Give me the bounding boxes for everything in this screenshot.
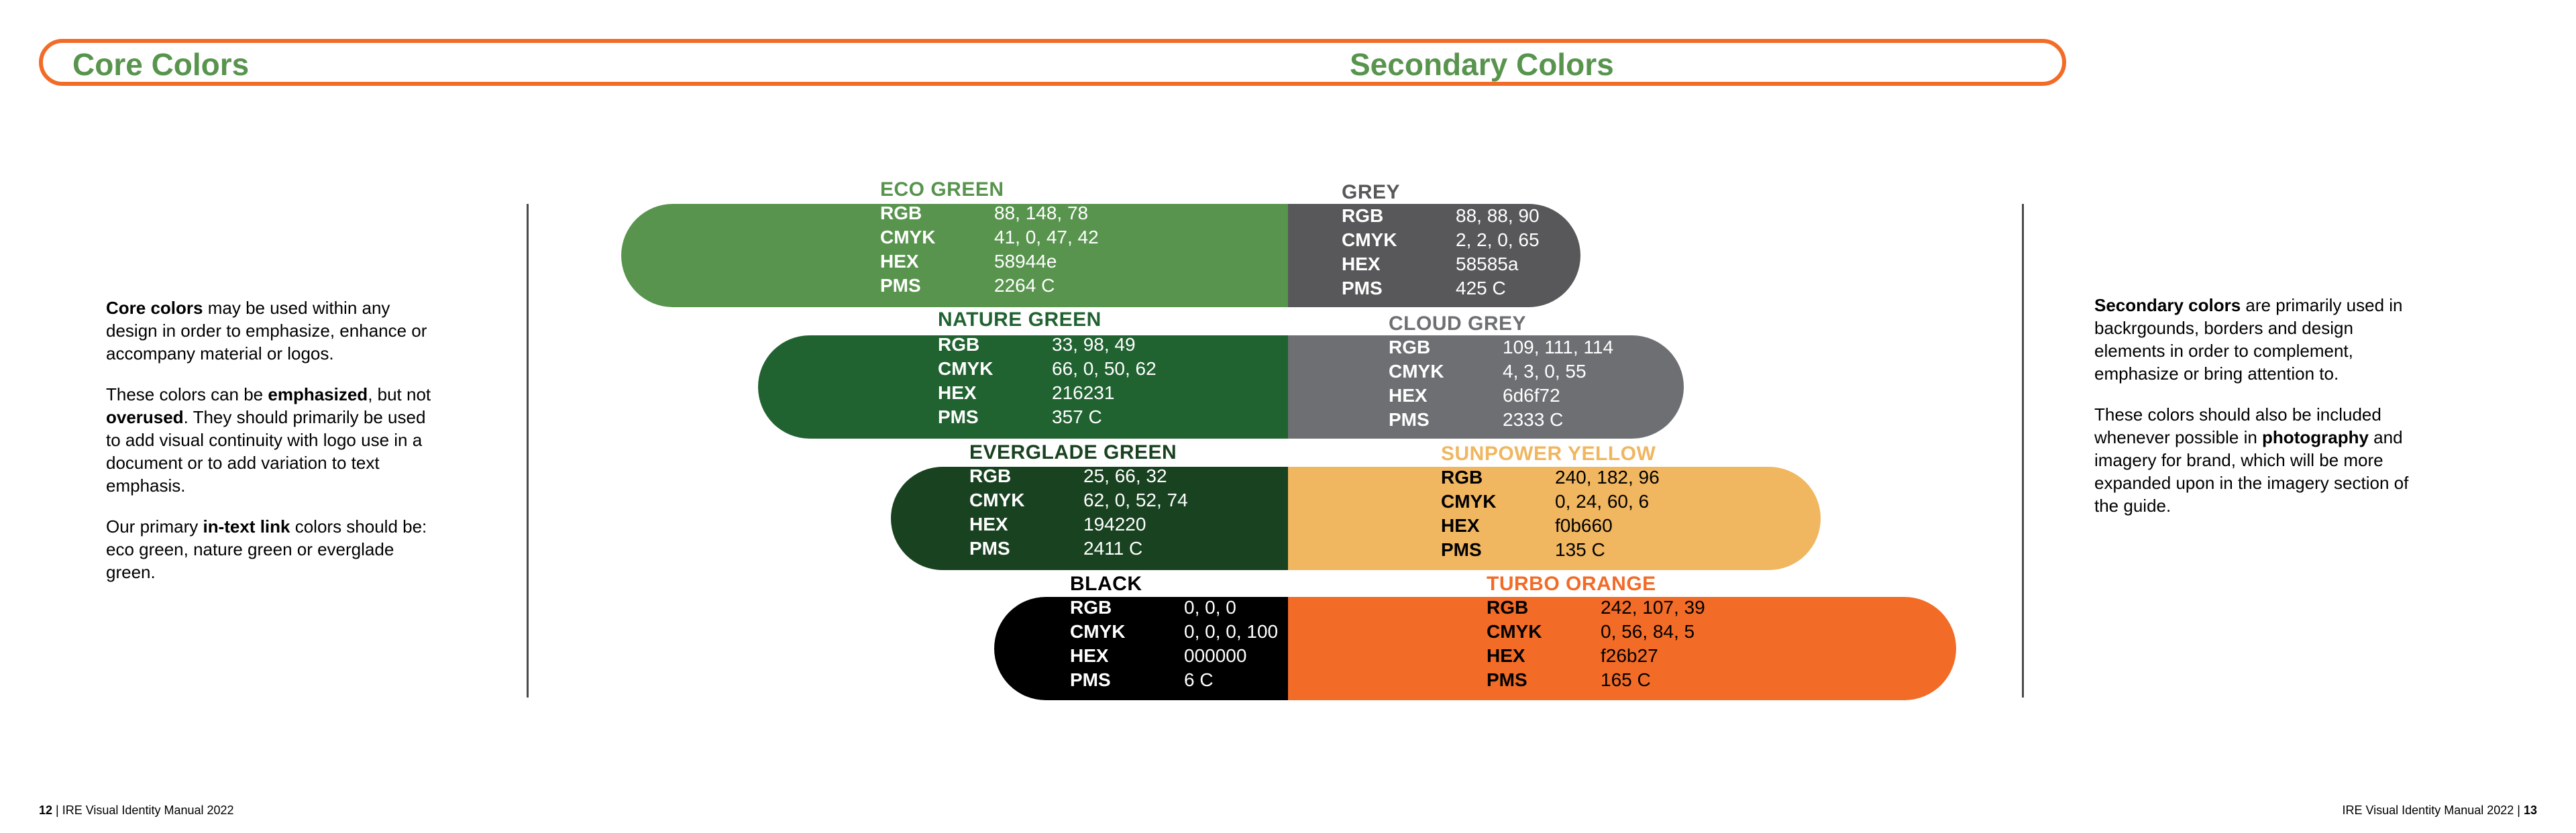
swatch-row-4 xyxy=(994,597,1956,700)
spec-value: 0, 24, 60, 6 xyxy=(1555,491,1650,512)
sunpower-yellow-swatch xyxy=(1288,467,1821,570)
spec-value: 88, 148, 78 xyxy=(994,203,1089,223)
spec-value: 240, 182, 96 xyxy=(1555,467,1660,488)
nature-green-swatch xyxy=(758,335,1288,439)
spec-label: HEX xyxy=(1487,645,1525,666)
spec-label: HEX xyxy=(1389,385,1428,406)
spec-value: 2, 2, 0, 65 xyxy=(1456,229,1540,250)
left-divider xyxy=(527,204,529,698)
spec-label: HEX xyxy=(1070,645,1109,666)
color-name-eco-green: ECO GREEN xyxy=(880,178,1004,201)
color-name-turbo-orange: TURBO ORANGE xyxy=(1487,573,1656,595)
spec-value: 66, 0, 50, 62 xyxy=(1052,358,1157,379)
spec-label: RGB xyxy=(1342,205,1384,226)
spec-value: 216231 xyxy=(1052,382,1115,403)
secondary-paragraph-1: Secondary colors are primarily used in backrgounds, borders and design elements in order to complement, emphasize or bring attention to. xyxy=(2094,295,2403,384)
spec-label: RGB xyxy=(1441,467,1483,488)
header-border-pill xyxy=(39,39,2066,86)
color-name-grey: GREY xyxy=(1342,181,1401,203)
spec-label: RGB xyxy=(969,465,1012,486)
color-name-nature-green: NATURE GREEN xyxy=(938,309,1102,331)
color-name-black: BLACK xyxy=(1070,573,1142,595)
secondary-colors-description xyxy=(2094,294,2416,535)
spec-label: PMS xyxy=(1342,278,1383,298)
spec-value: 0, 56, 84, 5 xyxy=(1601,621,1695,642)
footer-left: 12 | IRE Visual Identity Manual 2022 xyxy=(39,803,234,817)
secondary-paragraph-2: These colors should also be included whenever possible in photography and imagery for brand, which will be more expanded upon in the imagery section of the guide. xyxy=(2094,404,2409,516)
spec-value: 425 C xyxy=(1456,278,1506,298)
spec-value: 135 C xyxy=(1555,539,1605,560)
spec-label: PMS xyxy=(1487,669,1527,690)
spec-label: HEX xyxy=(1441,515,1480,536)
page-number-13: 13 xyxy=(2523,803,2537,817)
spec-label: CMYK xyxy=(969,490,1025,510)
swatch-row-3 xyxy=(891,467,1821,570)
spec-value: 165 C xyxy=(1601,669,1651,690)
spec-value: 41, 0, 47, 42 xyxy=(994,227,1099,247)
core-paragraph-3: Our primary in-text link colors should be: eco green, nature green or everglade green. xyxy=(106,516,427,582)
color-name-everglade-green: EVERGLADE GREEN xyxy=(969,441,1177,463)
spec-label: CMYK xyxy=(1389,361,1444,382)
spec-value: 25, 66, 32 xyxy=(1083,465,1167,486)
spec-label: HEX xyxy=(938,382,977,403)
spec-value: 2333 C xyxy=(1503,409,1564,430)
spec-value: 58944e xyxy=(994,251,1057,272)
spec-label: PMS xyxy=(1070,669,1111,690)
core-colors-description xyxy=(106,296,441,602)
eco-green-swatch xyxy=(621,204,1288,307)
spec-label: PMS xyxy=(880,275,921,296)
color-name-sunpower-yellow: SUNPOWER YELLOW xyxy=(1441,443,1656,465)
spec-label: PMS xyxy=(969,538,1010,559)
spec-label: CMYK xyxy=(938,358,994,379)
core-paragraph-1: Core colors may be used within any design in order to emphasize, enhance or accompany material or logos. xyxy=(106,298,427,364)
spec-label: RGB xyxy=(1070,597,1112,618)
cloud-grey-swatch xyxy=(1288,335,1684,439)
spec-value: 109, 111, 114 xyxy=(1503,337,1614,357)
spec-label: PMS xyxy=(1389,409,1430,430)
spec-label: PMS xyxy=(1441,539,1482,560)
spec-label: CMYK xyxy=(1070,621,1126,642)
core-colors-title: Core Colors xyxy=(72,47,250,82)
spec-label: PMS xyxy=(938,406,979,427)
spec-label: CMYK xyxy=(1342,229,1397,250)
color-name-cloud-grey: CLOUD GREY xyxy=(1389,313,1527,335)
spec-label: RGB xyxy=(1389,337,1431,357)
spec-value: 2264 C xyxy=(994,275,1055,296)
spec-value: 2411 C xyxy=(1083,538,1143,559)
spec-label: HEX xyxy=(969,514,1008,535)
spec-value: 88, 88, 90 xyxy=(1456,205,1540,226)
spec-label: RGB xyxy=(1487,597,1529,618)
spec-value: 4, 3, 0, 55 xyxy=(1503,361,1587,382)
core-paragraph-2: These colors can be emphasized, but not overused. They should primarily be used to add visual continuity with logo use in a document or to add variation to text emphasis. xyxy=(106,384,431,496)
spec-value: 58585a xyxy=(1456,254,1519,274)
spec-value: 6d6f72 xyxy=(1503,385,1560,406)
spec-value: 62, 0, 52, 74 xyxy=(1083,490,1188,510)
spec-label: RGB xyxy=(938,334,980,355)
spec-value: 0, 0, 0 xyxy=(1184,597,1236,618)
spec-label: RGB xyxy=(880,203,922,223)
secondary-colors-title: Secondary Colors xyxy=(1350,47,1614,82)
spec-label: CMYK xyxy=(880,227,936,247)
spec-value: f26b27 xyxy=(1601,645,1658,666)
spec-label: CMYK xyxy=(1441,491,1497,512)
spec-label: HEX xyxy=(880,251,919,272)
spec-value: 194220 xyxy=(1083,514,1146,535)
spec-value: 357 C xyxy=(1052,406,1102,427)
spec-value: f0b660 xyxy=(1555,515,1613,536)
spec-value: 000000 xyxy=(1184,645,1247,666)
page-number-12: 12 xyxy=(39,803,53,817)
spec-value: 242, 107, 39 xyxy=(1601,597,1705,618)
spec-value: 6 C xyxy=(1184,669,1214,690)
spec-label: HEX xyxy=(1342,254,1381,274)
swatch-row-1 xyxy=(621,204,1580,307)
footer-right: IRE Visual Identity Manual 2022 | 13 xyxy=(2342,803,2537,817)
spec-value: 33, 98, 49 xyxy=(1052,334,1136,355)
spec-label: CMYK xyxy=(1487,621,1542,642)
spec-value: 0, 0, 0, 100 xyxy=(1184,621,1279,642)
right-divider xyxy=(2022,204,2024,698)
